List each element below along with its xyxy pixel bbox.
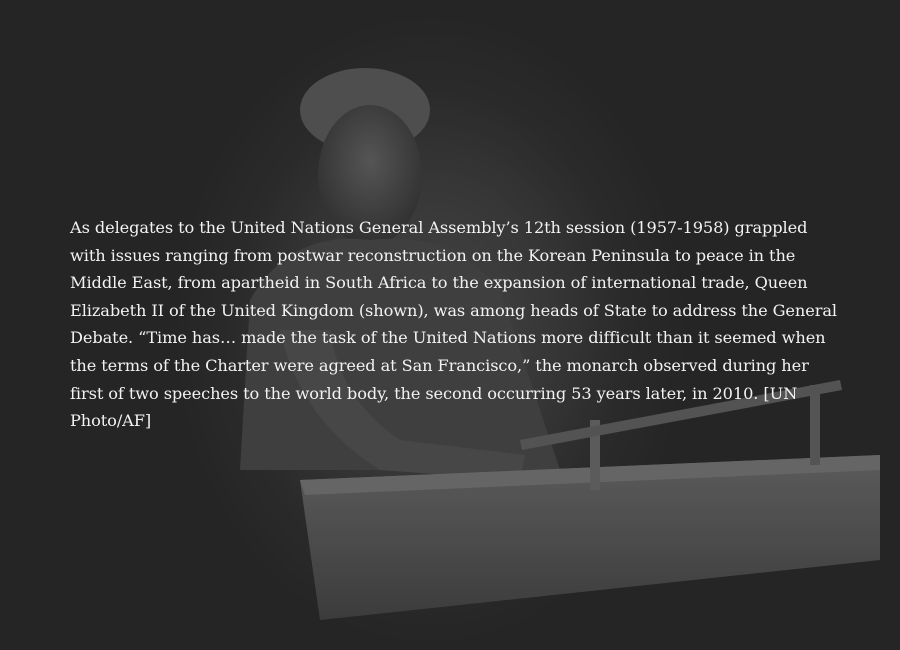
photo-caption: As delegates to the United Nations General Assembly’s 12th session (1957-1958) grappled with issues ranging from postwar reconstruction on the Korean Peninsula to peace in the Middle East, from apartheid in South Africa to the expansion of international trade, Queen Elizabeth II of the United Kingdom (shown), was among heads of State to address the General Debate. “Time has… made the task of the United Nations more difficult than it seemed when the terms of the Charter were agreed at San Francisco,” the monarch observed during her first of two speeches to the world body, the second occurring 53 years later, in 2010. [UN Photo/AF]: [70, 218, 837, 431]
